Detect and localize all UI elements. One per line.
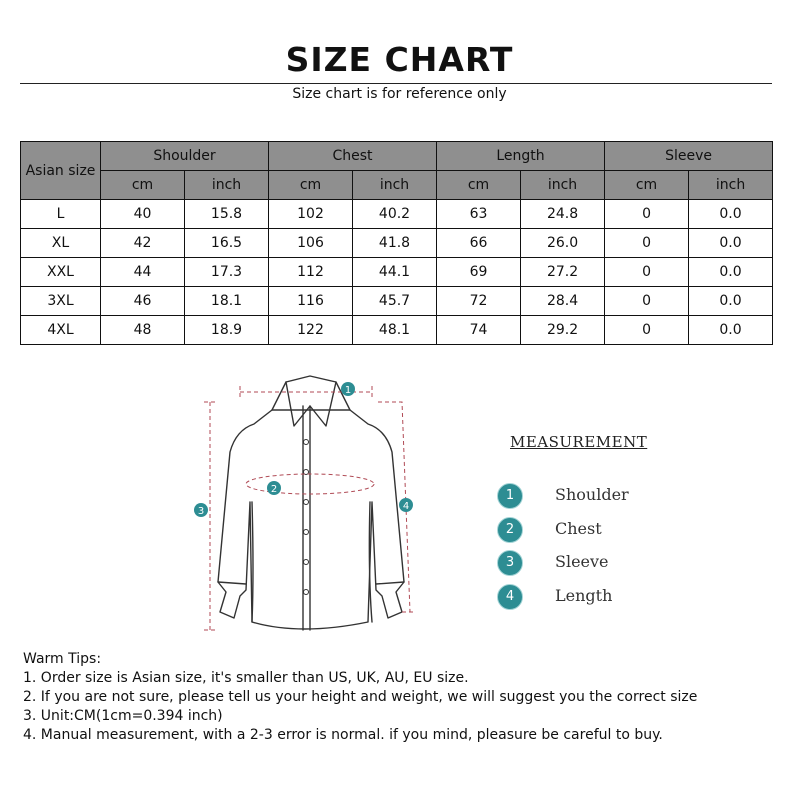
- value-cell: 63: [437, 200, 521, 229]
- size-column-header: Asian size: [21, 142, 101, 200]
- value-cell: 0.0: [689, 200, 773, 229]
- value-cell: 0: [605, 200, 689, 229]
- unit-header: inch: [521, 171, 605, 200]
- value-cell: 17.3: [185, 258, 269, 287]
- value-cell: 72: [437, 287, 521, 316]
- group-header-sleeve: Sleeve: [605, 142, 773, 171]
- value-cell: 74: [437, 316, 521, 345]
- tip-line: 3. Unit:CM(1cm=0.394 inch): [23, 708, 223, 724]
- value-cell: 0.0: [689, 287, 773, 316]
- unit-header: inch: [185, 171, 269, 200]
- value-cell: 44: [101, 258, 185, 287]
- shirt-buttons: [304, 440, 309, 595]
- size-cell: 4XL: [21, 316, 101, 345]
- value-cell: 40: [101, 200, 185, 229]
- marker-2-label: 2: [270, 484, 278, 495]
- marker-4: [399, 498, 413, 512]
- marker-1-label: 1: [344, 385, 352, 396]
- legend-badge: 3: [497, 550, 523, 576]
- value-cell: 106: [269, 229, 353, 258]
- value-cell: 0: [605, 287, 689, 316]
- tips-heading: Warm Tips:: [23, 651, 102, 667]
- size-cell: XXL: [21, 258, 101, 287]
- group-header-length: Length: [437, 142, 605, 171]
- table-row: [21, 200, 773, 229]
- legend-label: Chest: [555, 519, 602, 538]
- group-header-shoulder: Shoulder: [101, 142, 269, 171]
- value-cell: 44.1: [353, 258, 437, 287]
- size-cell: L: [21, 200, 101, 229]
- value-cell: 0: [605, 258, 689, 287]
- marker-4-label: 4: [402, 501, 410, 512]
- value-cell: 40.2: [353, 200, 437, 229]
- size-table: [20, 141, 773, 345]
- unit-header: cm: [605, 171, 689, 200]
- value-cell: 46: [101, 287, 185, 316]
- legend-label: Shoulder: [555, 485, 629, 504]
- value-cell: 69: [437, 258, 521, 287]
- value-cell: 26.0: [521, 229, 605, 258]
- size-cell: 3XL: [21, 287, 101, 316]
- value-cell: 28.4: [521, 287, 605, 316]
- legend-label: Sleeve: [555, 552, 609, 571]
- value-cell: 122: [269, 316, 353, 345]
- value-cell: 48: [101, 316, 185, 345]
- marker-3: [194, 503, 208, 517]
- value-cell: 29.2: [521, 316, 605, 345]
- value-cell: 24.8: [521, 200, 605, 229]
- table-row: [21, 229, 773, 258]
- shirt-outline: [218, 376, 404, 630]
- value-cell: 116: [269, 287, 353, 316]
- table-body: [21, 200, 773, 345]
- title-divider: [20, 83, 772, 84]
- unit-header: cm: [269, 171, 353, 200]
- value-cell: 15.8: [185, 200, 269, 229]
- value-cell: 102: [269, 200, 353, 229]
- marker-3-label: 3: [197, 506, 205, 517]
- size-cell: XL: [21, 229, 101, 258]
- value-cell: 0: [605, 316, 689, 345]
- shirt-measurement-figure: [190, 372, 430, 640]
- page-subtitle: Size chart is for reference only: [292, 86, 507, 102]
- tip-line: 4. Manual measurement, with a 2-3 error is normal. if you mind, pleasure be careful to buy.: [23, 727, 663, 743]
- table-group-header-row: [21, 142, 773, 171]
- value-cell: 18.1: [185, 287, 269, 316]
- warm-tips: [23, 650, 783, 745]
- unit-header: cm: [437, 171, 521, 200]
- group-header-chest: Chest: [269, 142, 437, 171]
- legend-badge: 2: [497, 517, 523, 543]
- value-cell: 41.8: [353, 229, 437, 258]
- value-cell: 27.2: [521, 258, 605, 287]
- value-cell: 45.7: [353, 287, 437, 316]
- table-row: [21, 287, 773, 316]
- legend-badge: 1: [497, 483, 523, 509]
- legend-label: Length: [555, 586, 613, 605]
- value-cell: 0: [605, 229, 689, 258]
- tip-line: 1. Order size is Asian size, it's smaller than US, UK, AU, EU size.: [23, 670, 469, 686]
- value-cell: 42: [101, 229, 185, 258]
- page-title: SIZE CHART: [285, 40, 514, 79]
- tip-line: 2. If you are not sure, please tell us your height and weight, we will suggest you the correct size: [23, 689, 698, 705]
- value-cell: 0.0: [689, 316, 773, 345]
- table-row: [21, 316, 773, 345]
- unit-header: inch: [689, 171, 773, 200]
- value-cell: 112: [269, 258, 353, 287]
- value-cell: 0.0: [689, 258, 773, 287]
- value-cell: 16.5: [185, 229, 269, 258]
- unit-header: cm: [101, 171, 185, 200]
- value-cell: 66: [437, 229, 521, 258]
- value-cell: 48.1: [353, 316, 437, 345]
- measurement-heading: MEASUREMENT: [510, 433, 648, 451]
- marker-2: [267, 481, 281, 495]
- marker-1: [341, 382, 355, 396]
- legend-badge: 4: [497, 584, 523, 610]
- table-unit-header-row: [21, 171, 773, 200]
- value-cell: 18.9: [185, 316, 269, 345]
- table-row: [21, 258, 773, 287]
- unit-header: inch: [353, 171, 437, 200]
- value-cell: 0.0: [689, 229, 773, 258]
